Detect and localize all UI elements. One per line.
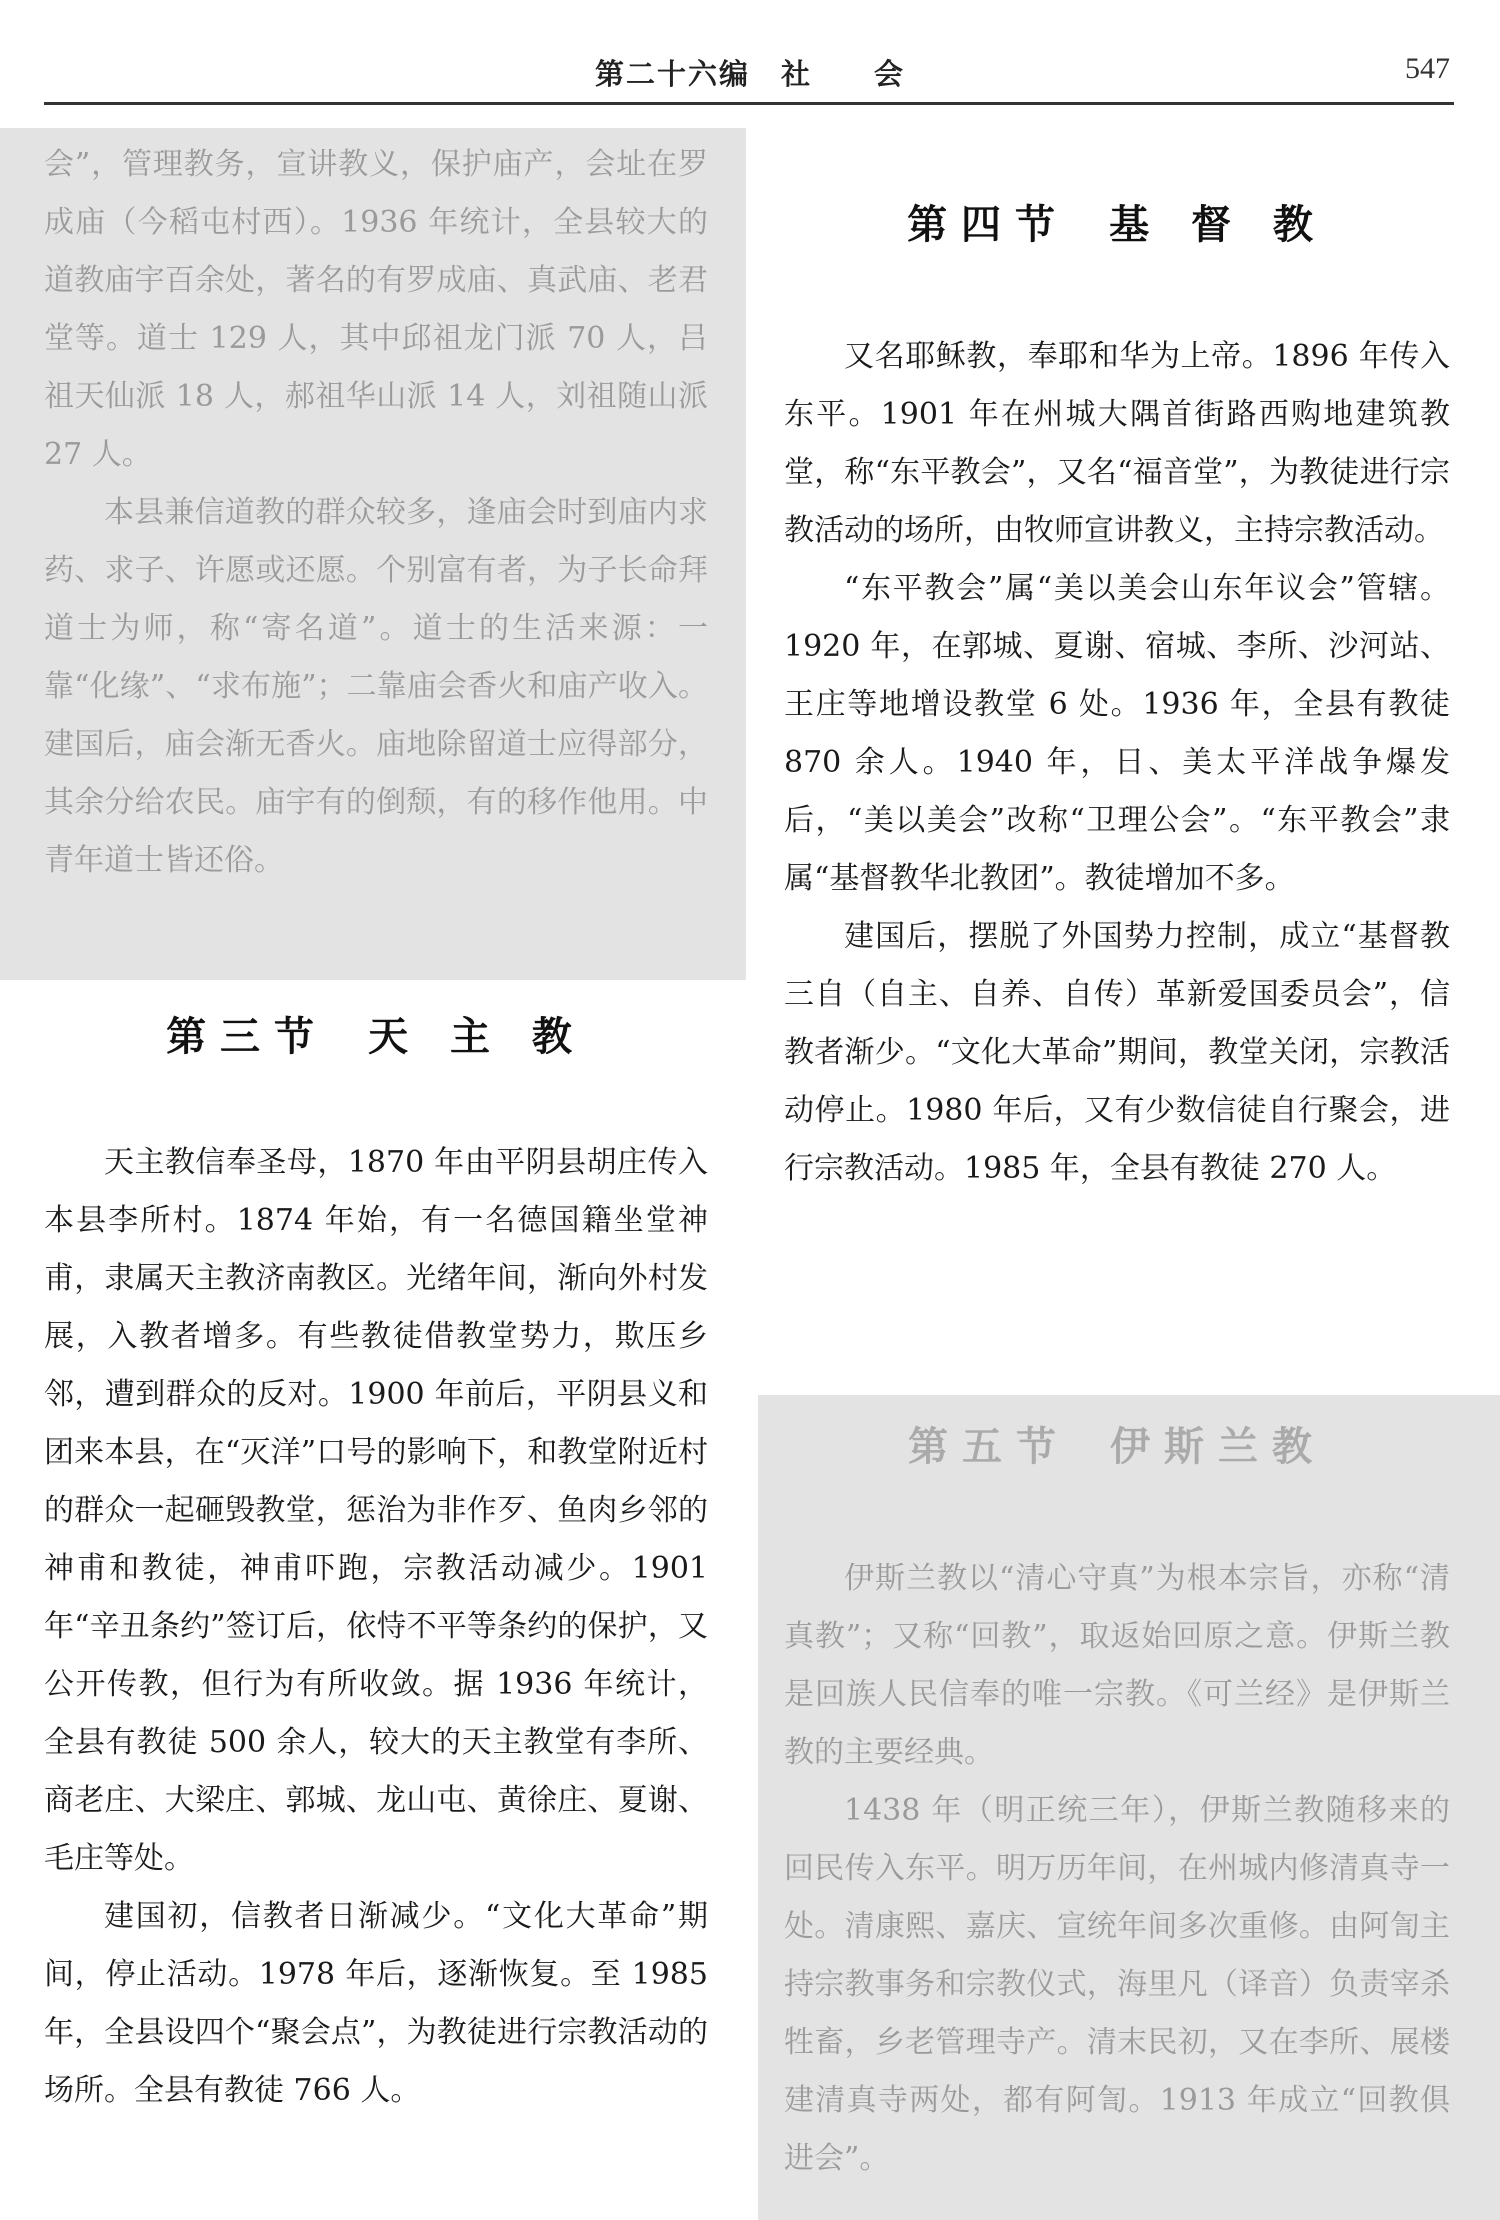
section-number: 第三节 [166,1013,329,1060]
section-title: 基 督 教 [1109,201,1327,248]
paragraph: 建国后，摆脱了外国势力控制，成立“基督教三自（自主、自养、自传）革新爱国委员会”，信教者渐少。“文化大革命”期间，教堂关闭，宗教活动停止。1980 年后，又有少数信徒自行聚会，进行宗教活动。1985 年，全县有教徒 270 人。 [784,919,1450,1186]
paragraph: 伊斯兰教以“清心守真”为根本宗旨，亦称“清真教”；又称“回教”，取返始回原之意。伊斯兰教是回族人民信奉的唯一宗教。《可兰经》是伊斯兰教的主要经典。 [784,1561,1450,1770]
section-heading [784,196,1450,254]
running-header-title: 第二十六编 社 会 [594,57,905,91]
paragraph: 建国初，信教者日渐减少。“文化大革命”期间，停止活动。1978 年后，逐渐恢复。至 1985 年，全县设四个“聚会点”，为教徒进行宗教活动的场所。全县有教徒 766 人。 [44,1899,708,2108]
paragraph: 本县兼信道教的群众较多，逢庙会时到庙内求药、求子、许愿或还愿。个别富有者，为子长命拜道士为师，称“寄名道”。道士的生活来源：一靠“化缘”、“求布施”；二靠庙会香火和庙产收入。建国后，庙会渐无香火。庙地除留道士应得部分，其余分给农民。庙宇有的倒颓，有的移作他用。中青年道士皆还俗。 [44,495,708,878]
paragraph: 又名耶稣教，奉耶和华为上帝。1896 年传入东平。1901 年在州城大隅首街路西购地建筑教堂，称“东平教会”，又名“福音堂”，为教徒进行宗教活动的场所，由牧师宣讲教义，主持宗教活动。 [784,339,1450,548]
section-5-islam [784,1418,1450,2188]
section-title: 伊斯兰教 [1110,1423,1326,1470]
section-title: 天 主 教 [368,1013,586,1060]
section-heading [44,1008,708,1066]
section-4-christianity [784,196,1450,1198]
section-heading [784,1418,1450,1476]
page-number: 547 [1405,52,1450,85]
paragraph: “东平教会”属“美以美会山东年议会”管辖。1920 年，在郭城、夏谢、宿城、李所、沙河站、王庄等地增设教堂 6 处。1936 年，全县有教徒 870 余人。1940 年，日、美太平洋战争爆发后，“美以美会”改称“卫理公会”。“东平教会”隶属“基督教华北教团”。教徒增加不多。 [784,571,1450,896]
section-number: 第四节 [907,201,1070,248]
left-column-faded-text [44,136,708,890]
header-rule [44,102,1454,105]
section-3-catholicism [44,1008,708,2120]
paragraph: 天主教信奉圣母，1870 年由平阴县胡庄传入本县李所村。1874 年始，有一名德国籍坐堂神甫，隶属天主教济南教区。光绪年间，渐向外村发展，入教者增多。有些教徒借教堂势力，欺压乡邻，遭到群众的反对。1900 年前后，平阴县义和团来本县，在“灭洋”口号的影响下，和教堂附近村的群众一起砸毁教堂，惩治为非作歹、鱼肉乡邻的神甫和教徒，神甫吓跑，宗教活动减少。1901 年“辛丑条约”签订后，依恃不平等条约的保护，又公开传教，但行为有所收敛。据 1936 年统计，全县有教徒 500 余人，较大的天主教堂有李所、商老庄、大梁庄、郭城、龙山屯、黄徐庄、夏谢、毛庄等处。 [44,1145,708,1876]
paragraph: 会”，管理教务，宣讲教义，保护庙产，会址在罗成庙（今稻屯村西）。1936 年统计，全县较大的道教庙宇百余处，著名的有罗成庙、真武庙、老君堂等。道士 129 人，其中邱祖龙门派 70 人，吕祖天仙派 18 人，郝祖华山派 14 人，刘祖随山派 27 人。 [44,147,708,472]
section-number: 第五节 [908,1423,1070,1470]
paragraph: 1438 年（明正统三年），伊斯兰教随移来的回民传入东平。明万历年间，在州城内修清真寺一处。清康熙、嘉庆、宣统年间多次重修。由阿訇主持宗教事务和宗教仪式，海里凡（译音）负责宰杀牲畜，乡老管理寺产。清末民初，又在李所、展楼建清真寺两处，都有阿訇。1913 年成立“回教俱进会”。 [784,1793,1450,2176]
